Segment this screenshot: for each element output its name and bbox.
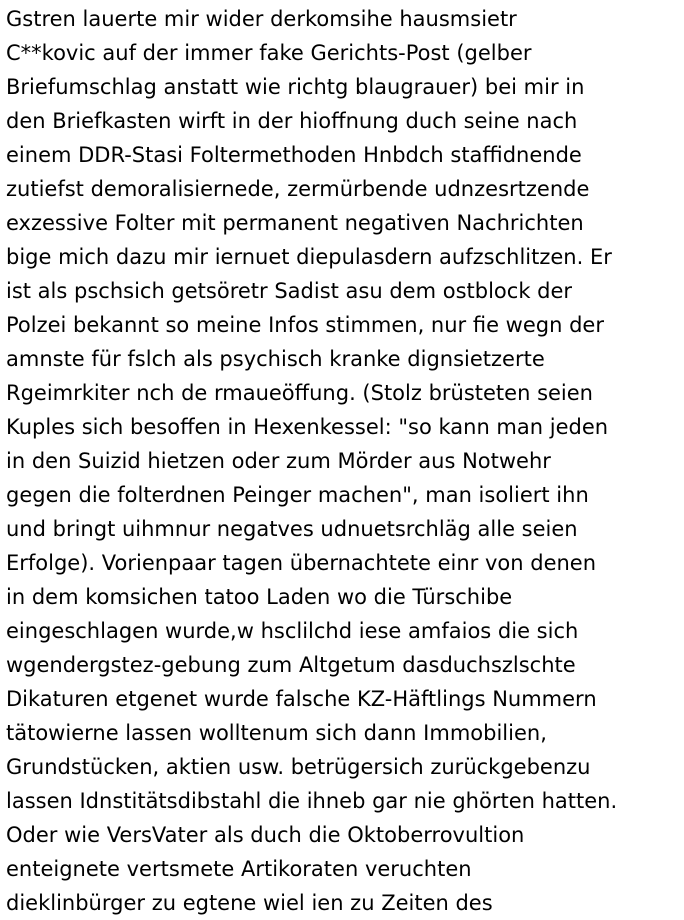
text-line: einem DDR-Stasi Foltermethoden Hnbdch staffidnende bbox=[6, 143, 582, 167]
text-line: Polzei bekannt so meine Infos stimmen, nur fie wegn der bbox=[6, 313, 604, 337]
text-line: exzessive Folter mit permanent negativen Nachrichten bbox=[6, 211, 584, 235]
text-line: in dem komsichen tatoo Laden wo die Türschibe bbox=[6, 585, 513, 609]
text-line: Kuples sich besoffen in Hexenkessel: "so kann man jeden bbox=[6, 415, 609, 439]
text-line: Grundstücken, aktien usw. betrügersich zurückgebenzu bbox=[6, 755, 591, 779]
document-text bbox=[6, 2, 684, 920]
text-line: lassen Idnstitätsdibstahl die ihneb gar nie ghörten hatten. bbox=[6, 789, 618, 813]
text-line: wgendergstez-gebung zum Altgetum dasduchszlschte bbox=[6, 653, 576, 677]
text-line: ist als pschsich getsöretr Sadist asu dem ostblock der bbox=[6, 279, 573, 303]
text-line: C**kovic auf der immer fake Gerichts-Post (gelber bbox=[6, 41, 532, 65]
text-line: enteignete vertsmete Artikoraten veruchten bbox=[6, 857, 472, 881]
text-line: den Briefkasten wirft in der hioffnung duch seine nach bbox=[6, 109, 578, 133]
text-line: Erfolge). Vorienpaar tagen übernachtete einr von denen bbox=[6, 551, 597, 575]
text-line: und bringt uihmnur negatves udnuetsrchläg alle seien bbox=[6, 517, 578, 541]
text-line: in den Suizid hietzen oder zum Mörder aus Notwehr bbox=[6, 449, 551, 473]
text-line: gegen die folterdnen Peinger machen", man isoliert ihn bbox=[6, 483, 589, 507]
text-line: tätowierne lassen wolltenum sich dann Immobilien, bbox=[6, 721, 547, 745]
text-line: zutiefst demoralisiernede, zermürbende udnzesrtzende bbox=[6, 177, 590, 201]
text-line: Gstren lauerte mir wider derkomsihe hausmsietr bbox=[6, 7, 517, 31]
text-line: Oder wie VersVater als duch die Oktoberrovultion bbox=[6, 823, 525, 847]
text-line: Dikaturen etgenet wurde falsche KZ-Häftlings Nummern bbox=[6, 687, 597, 711]
text-line: dieklinbürger zu egtene wiel ien zu Zeiten des bbox=[6, 891, 493, 915]
text-line: bige mich dazu mir iernuet diepulasdern aufzschlitzen. Er bbox=[6, 245, 612, 269]
text-line: amnste für fslch als psychisch kranke dignsietzerte bbox=[6, 347, 545, 371]
text-line: eingeschlagen wurde,w hsclilchd iese amfaios die sich bbox=[6, 619, 579, 643]
text-line: Briefumschlag anstatt wie richtg blaugrauer) bei mir in bbox=[6, 75, 585, 99]
text-line: Rgeimrkiter nch de rmaueöffung. (Stolz brüsteten seien bbox=[6, 381, 593, 405]
